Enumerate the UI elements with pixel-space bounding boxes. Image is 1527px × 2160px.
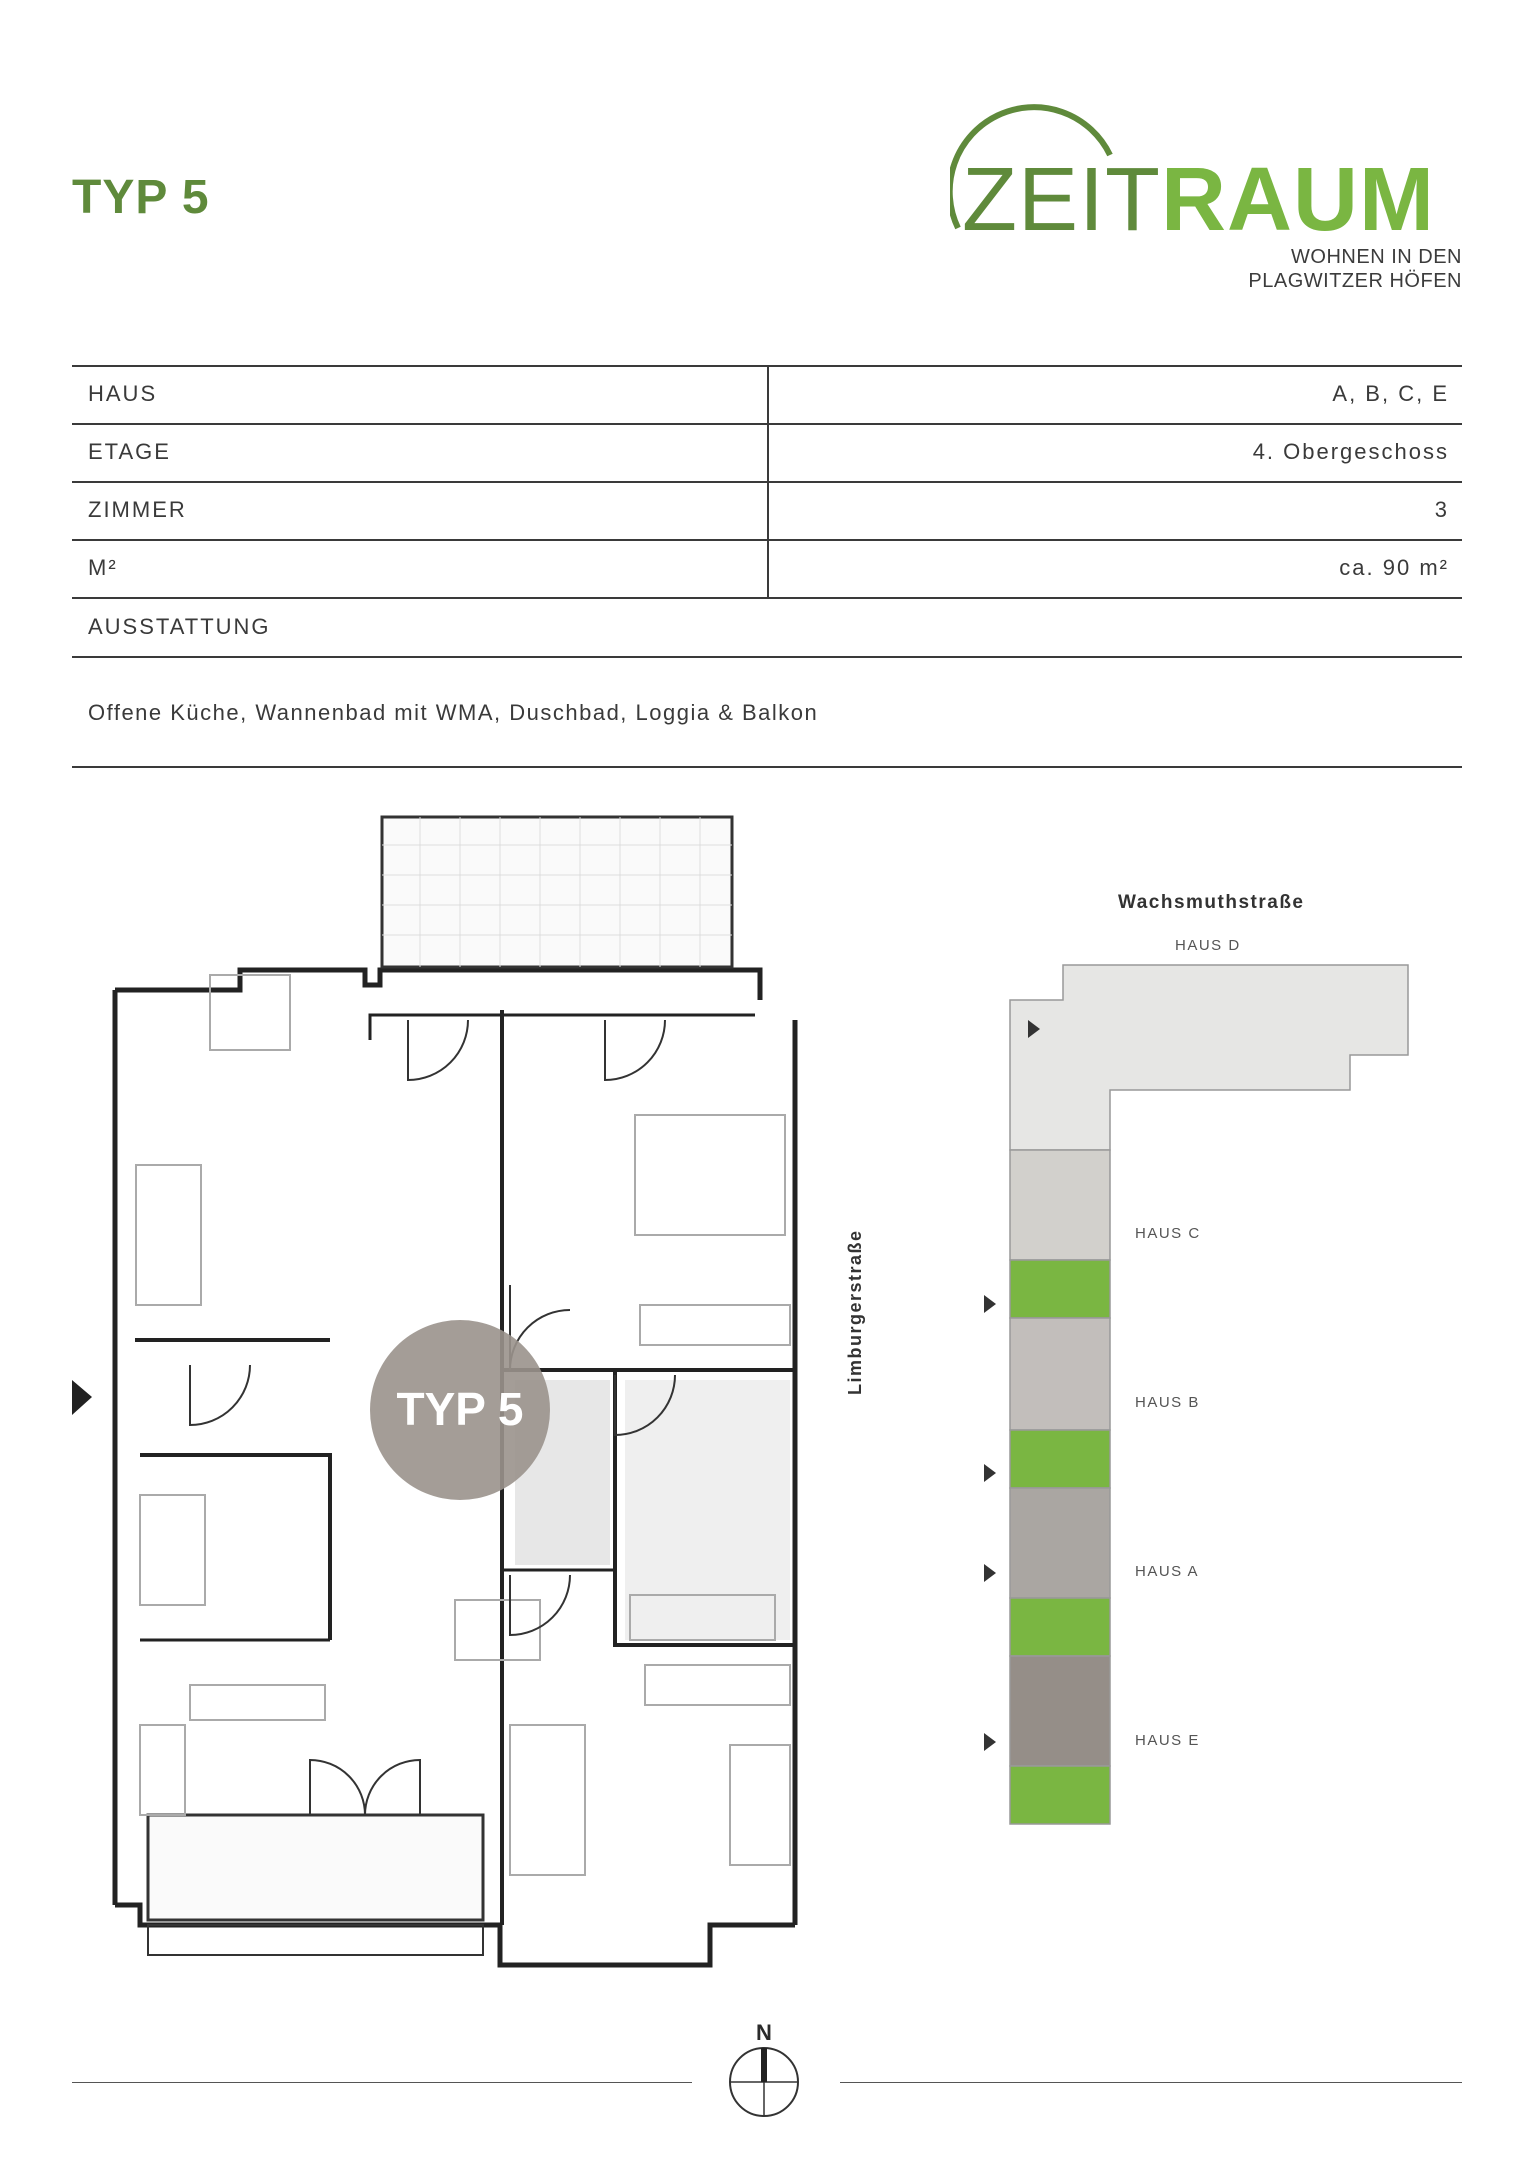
table-rule bbox=[72, 766, 1462, 768]
spec-value-zimmer: 3 bbox=[1434, 497, 1449, 522]
haus-e-block bbox=[1010, 1656, 1110, 1766]
haus-c-label: HAUS C bbox=[1135, 1225, 1201, 1242]
haus-a-block bbox=[1010, 1488, 1110, 1598]
plan-wall bbox=[500, 1925, 795, 1965]
street-label-top: Wachsmuthstraße bbox=[1118, 892, 1305, 913]
haus-b-block bbox=[1010, 1318, 1110, 1430]
table-rule bbox=[72, 597, 1462, 599]
logo-subtitle-line2: PLAGWITZER HÖFEN bbox=[1248, 270, 1462, 292]
plan-loggia-rail bbox=[148, 1925, 483, 1955]
plan-single-bed bbox=[510, 1725, 585, 1875]
plan-wardrobe-2 bbox=[645, 1665, 790, 1705]
haus-d-label: HAUS D bbox=[1175, 937, 1241, 954]
haus-d-block bbox=[1010, 965, 1408, 1150]
plan-loggia bbox=[148, 1815, 483, 1920]
entrance-arrow-icon bbox=[984, 1733, 996, 1751]
plan-desk bbox=[730, 1745, 790, 1865]
plan-kitchen-counter bbox=[140, 1725, 185, 1815]
entrance-arrow-icon bbox=[984, 1295, 996, 1313]
plan-wardrobe bbox=[640, 1305, 790, 1345]
plan-bath bbox=[625, 1380, 790, 1640]
compass-north-label: N bbox=[756, 2020, 772, 2045]
entrance-arrow-icon bbox=[72, 1380, 92, 1415]
spec-value-etage: 4. Obergeschoss bbox=[1252, 439, 1449, 464]
logo-word-bold: RAUM bbox=[1161, 150, 1435, 250]
logo-word-light: ZEIT bbox=[962, 150, 1161, 250]
plan-window-bay bbox=[210, 975, 290, 1050]
spec-label-haus: HAUS bbox=[88, 381, 158, 406]
spec-value-area: ca. 90 m² bbox=[1339, 555, 1449, 580]
plan-door bbox=[310, 1760, 365, 1815]
haus-e-unit-highlight bbox=[1010, 1766, 1110, 1824]
ausstattung-text: Offene Küche, Wannenbad mit WMA, Duschbad, Loggia & Balkon bbox=[88, 700, 819, 725]
plan-wc-room bbox=[140, 1495, 205, 1605]
logo-subtitle bbox=[1248, 245, 1462, 293]
spec-label-zimmer: ZIMMER bbox=[88, 497, 187, 522]
plan-door bbox=[190, 1365, 250, 1425]
table-rule bbox=[72, 656, 1462, 658]
page-title: TYP 5 bbox=[72, 171, 210, 224]
haus-b-unit-highlight bbox=[1010, 1430, 1110, 1488]
logo-subtitle-line1: WOHNEN IN DEN bbox=[1291, 246, 1462, 268]
plan-dining-table bbox=[455, 1600, 540, 1660]
haus-b-label: HAUS B bbox=[1135, 1394, 1200, 1411]
footer-rule-right bbox=[840, 2082, 1462, 2083]
haus-c-block bbox=[1010, 1150, 1110, 1260]
street-label-side: Limburgerstraße bbox=[845, 1229, 865, 1395]
floor-plan bbox=[60, 815, 820, 1995]
zeitraum-logo bbox=[950, 100, 1470, 300]
spec-label-etage: ETAGE bbox=[88, 439, 171, 464]
haus-a-unit-highlight bbox=[1010, 1598, 1110, 1656]
table-divider bbox=[767, 365, 769, 597]
haus-e-label: HAUS E bbox=[1135, 1732, 1200, 1749]
plan-door bbox=[408, 1020, 468, 1080]
entrance-arrow-icon bbox=[984, 1564, 996, 1582]
entrance-arrow-icon bbox=[984, 1464, 996, 1482]
spec-value-haus: A, B, C, E bbox=[1332, 381, 1449, 406]
ausstattung-label: AUSSTATTUNG bbox=[88, 614, 271, 639]
haus-a-label: HAUS A bbox=[1135, 1563, 1200, 1580]
plan-balcony bbox=[382, 817, 732, 967]
logo-wordmark bbox=[962, 150, 1435, 250]
typ-badge-label: TYP 5 bbox=[396, 1383, 524, 1435]
plan-door bbox=[365, 1760, 420, 1815]
plan-sofa bbox=[136, 1165, 201, 1305]
plan-kitchen-counter-2 bbox=[190, 1685, 325, 1720]
plan-bed bbox=[635, 1115, 785, 1235]
plan-wall bbox=[370, 1015, 755, 1040]
plan-door bbox=[605, 1020, 665, 1080]
plan-wall bbox=[140, 1455, 330, 1640]
spec-label-area: M² bbox=[88, 555, 118, 580]
haus-c-unit-highlight bbox=[1010, 1260, 1110, 1318]
footer-rule-left bbox=[72, 2082, 692, 2083]
site-plan bbox=[920, 870, 1440, 1850]
